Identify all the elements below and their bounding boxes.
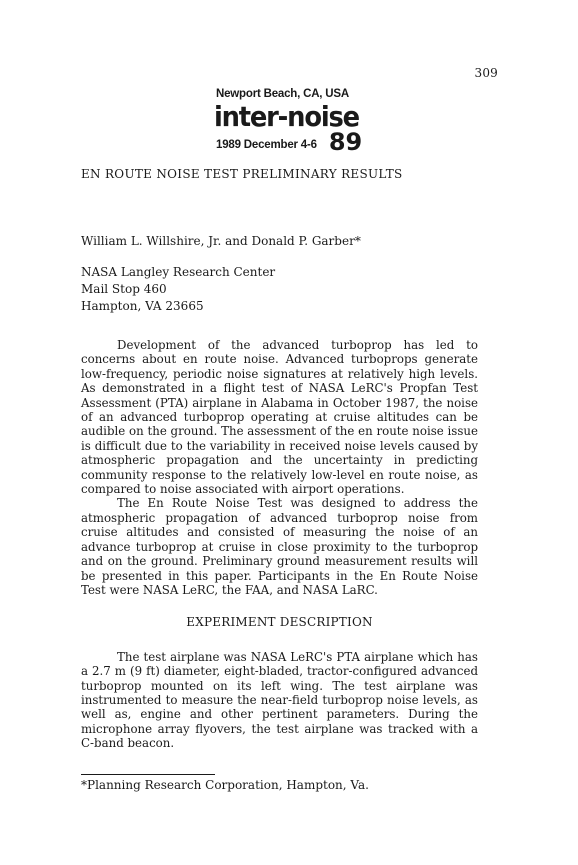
paper-title: EN ROUTE NOISE TEST PRELIMINARY RESULTS xyxy=(81,167,403,181)
affiliation-institution: NASA Langley Research Center xyxy=(81,265,276,279)
footnote: *Planning Research Corporation, Hampton, Va. xyxy=(81,778,369,792)
affiliation-mail-stop: Mail Stop 460 xyxy=(81,282,167,296)
affiliation-city: Hampton, VA 23665 xyxy=(81,299,204,313)
conference-year: 89 xyxy=(328,128,363,156)
authors: William L. Willshire, Jr. and Donald P. Garber* xyxy=(81,234,361,248)
paragraph-introduction: Development of the advanced turboprop has led to concerns about en route noise. Advanced turboprops generate low-frequency, periodic noise signatures at relatively high levels. As demonstrated in a flight test of NASA LeRC's Propfan Test Assessment (PTA) airplane in Alabama in October 1987, the noise of an advanced turboprop operating at cruise altitudes can be audible on the ground. The assessment of the en route noise issue is difficult due to the variability in received noise levels caused by atmospheric propagation and the uncertainty in predicting community response to the relatively low-level en route noise, as compared to noise associated with airport operations. xyxy=(81,338,478,497)
conference-logo: inter-noise xyxy=(214,100,359,133)
body-text xyxy=(81,338,478,751)
conference-header xyxy=(214,88,374,154)
affiliation xyxy=(81,264,275,315)
conference-date-row xyxy=(214,130,374,154)
conference-location: Newport Beach, CA, USA xyxy=(216,88,349,100)
section-heading: EXPERIMENT DESCRIPTION xyxy=(186,615,373,630)
conference-date: 1989 December 4-6 xyxy=(216,139,317,151)
paragraph-test-design: The En Route Noise Test was designed to address the atmospheric propagation of advanced turboprop noise from cruise altitudes and consisted of measuring the noise of an advance turboprop at cruise in close proximity to the turboprop and on the ground. Preliminary ground measurement results will be presented in this paper. Participants in the En Route Noise Test were NASA LeRC, the FAA, and NASA LaRC. xyxy=(81,496,478,597)
footnote-rule xyxy=(81,774,215,775)
page-number: 309 xyxy=(474,66,498,80)
paragraph-experiment: The test airplane was NASA LeRC's PTA airplane which has a 2.7 m (9 ft) diameter, eight-bladed, tractor-configured advanced turboprop mounted on its left wing. The test airplane was instrumented to measure the near-field turboprop noise levels, as well as, engine and other pertinent parameters. During the microphone array flyovers, the test airplane was tracked with a C-band beacon. xyxy=(81,649,478,751)
